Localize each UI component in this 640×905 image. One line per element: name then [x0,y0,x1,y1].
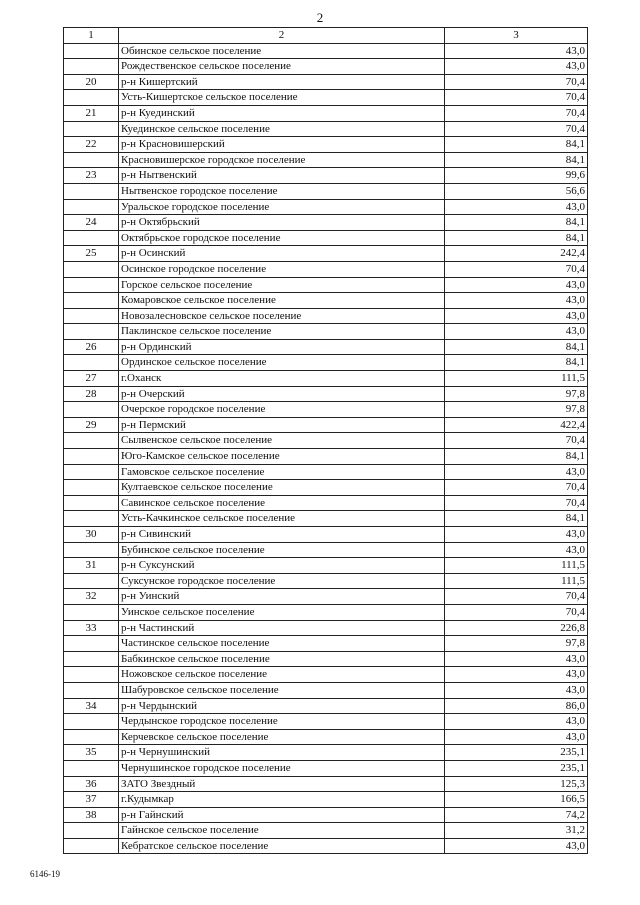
row-number: 34 [64,698,119,714]
row-name: р-н Сивинский [119,527,445,543]
table-row [64,121,588,137]
row-number [64,823,119,839]
row-number: 30 [64,527,119,543]
table-row [64,59,588,75]
row-number: 33 [64,620,119,636]
row-name: Частинское сельское поселение [119,636,445,652]
row-name: р-н Пермский [119,417,445,433]
table-row [64,760,588,776]
row-value: 43,0 [445,277,588,293]
table-row [64,386,588,402]
row-value: 422,4 [445,417,588,433]
table-row [64,74,588,90]
row-name: Обинское сельское поселение [119,43,445,59]
row-name: Чердынское городское поселение [119,714,445,730]
row-value: 235,1 [445,745,588,761]
row-name: ЗАТО Звездный [119,776,445,792]
row-name: Красновишерское городское поселение [119,152,445,168]
table-row [64,558,588,574]
row-name: Паклинское сельское поселение [119,324,445,340]
row-number [64,199,119,215]
row-number [64,43,119,59]
row-value: 43,0 [445,293,588,309]
row-value: 111,5 [445,558,588,574]
row-value: 43,0 [445,308,588,324]
table-row [64,807,588,823]
row-value: 43,0 [445,542,588,558]
row-name: р-н Уинский [119,589,445,605]
row-value: 43,0 [445,43,588,59]
table-row [64,43,588,59]
table-header-row [64,28,588,44]
row-number: 22 [64,137,119,153]
row-name: р-н Кишертский [119,74,445,90]
row-value: 70,4 [445,261,588,277]
row-value: 86,0 [445,698,588,714]
row-name: Ординское сельское поселение [119,355,445,371]
row-number: 20 [64,74,119,90]
row-name: Нытвенское городское поселение [119,183,445,199]
row-name: р-н Октябрьский [119,215,445,231]
row-value: 70,4 [445,433,588,449]
table-row [64,90,588,106]
table-row [64,246,588,262]
row-name: р-н Суксунский [119,558,445,574]
row-number: 38 [64,807,119,823]
row-value: 70,4 [445,604,588,620]
table-row [64,620,588,636]
row-name: Бабкинское сельское поселение [119,651,445,667]
table-row [64,417,588,433]
table-row [64,792,588,808]
row-number: 29 [64,417,119,433]
table-row [64,636,588,652]
row-number [64,449,119,465]
table-row [64,464,588,480]
row-name: р-н Гайнский [119,807,445,823]
table-row [64,355,588,371]
row-value: 242,4 [445,246,588,262]
row-value: 43,0 [445,199,588,215]
allocation-table [63,27,588,854]
row-number: 32 [64,589,119,605]
row-name: р-н Ординский [119,339,445,355]
row-value: 84,1 [445,215,588,231]
table-row [64,527,588,543]
table-row [64,745,588,761]
row-name: Суксунское городское поселение [119,573,445,589]
row-number [64,511,119,527]
table-row [64,511,588,527]
table-row [64,152,588,168]
table-row [64,651,588,667]
row-name: Савинское сельское поселение [119,495,445,511]
row-value: 70,4 [445,105,588,121]
table-row [64,371,588,387]
row-name: Уинское сельское поселение [119,604,445,620]
row-value: 125,3 [445,776,588,792]
row-number: 35 [64,745,119,761]
row-number: 27 [64,371,119,387]
row-number [64,838,119,854]
table-row [64,261,588,277]
table-row [64,449,588,465]
row-name: р-н Очерский [119,386,445,402]
row-value: 97,8 [445,386,588,402]
row-value: 97,8 [445,636,588,652]
row-value: 111,5 [445,573,588,589]
row-name: Усть-Качкинское сельское поселение [119,511,445,527]
table-row [64,199,588,215]
row-value: 43,0 [445,651,588,667]
page-number: 2 [316,10,324,25]
row-number [64,573,119,589]
column-header-number: 1 [64,28,119,44]
row-number [64,277,119,293]
row-value: 43,0 [445,682,588,698]
row-name: Ножовское сельское поселение [119,667,445,683]
table-row [64,667,588,683]
row-number [64,183,119,199]
row-value: 43,0 [445,464,588,480]
row-name: Чернушинское городское поселение [119,760,445,776]
row-name: Култаевское сельское поселение [119,480,445,496]
row-number [64,495,119,511]
row-number: 28 [64,386,119,402]
row-name: Керчевское сельское поселение [119,729,445,745]
row-value: 74,2 [445,807,588,823]
table-row [64,230,588,246]
row-name: Гамовское сельское поселение [119,464,445,480]
table-row [64,339,588,355]
row-value: 43,0 [445,324,588,340]
table-row [64,293,588,309]
table-row [64,183,588,199]
row-value: 166,5 [445,792,588,808]
row-value: 43,0 [445,838,588,854]
row-number [64,667,119,683]
row-value: 43,0 [445,59,588,75]
row-number [64,90,119,106]
row-number [64,604,119,620]
row-name: Очерское городское поселение [119,402,445,418]
row-value: 31,2 [445,823,588,839]
row-number: 26 [64,339,119,355]
row-name: р-н Частинский [119,620,445,636]
document-code: 6146-19 [30,869,60,879]
row-number [64,324,119,340]
row-value: 84,1 [445,449,588,465]
row-name: Сылвенское сельское поселение [119,433,445,449]
row-value: 43,0 [445,714,588,730]
row-value: 84,1 [445,511,588,527]
row-number [64,682,119,698]
row-number [64,121,119,137]
row-name: р-н Чернушинский [119,745,445,761]
row-name: Юго-Камское сельское поселение [119,449,445,465]
row-value: 56,6 [445,183,588,199]
row-value: 84,1 [445,339,588,355]
row-value: 70,4 [445,90,588,106]
table-row [64,604,588,620]
table-row [64,480,588,496]
row-number [64,480,119,496]
table-row [64,698,588,714]
row-number [64,433,119,449]
row-value: 84,1 [445,355,588,371]
row-number [64,308,119,324]
row-number [64,651,119,667]
row-number: 23 [64,168,119,184]
row-number: 36 [64,776,119,792]
row-number: 24 [64,215,119,231]
row-name: Новозалесновское сельское поселение [119,308,445,324]
row-name: г.Кудымкар [119,792,445,808]
table-row [64,589,588,605]
row-value: 99,6 [445,168,588,184]
row-name: Шабуровское сельское поселение [119,682,445,698]
row-number [64,729,119,745]
table-row [64,823,588,839]
row-value: 70,4 [445,589,588,605]
row-value: 70,4 [445,480,588,496]
row-number [64,261,119,277]
row-number [64,464,119,480]
row-number [64,230,119,246]
row-number: 25 [64,246,119,262]
table-row [64,215,588,231]
table-row [64,542,588,558]
row-name: р-н Нытвенский [119,168,445,184]
table-row [64,137,588,153]
row-value: 84,1 [445,152,588,168]
row-name: Осинское городское поселение [119,261,445,277]
column-header-value: 3 [445,28,588,44]
table-row [64,682,588,698]
row-name: Уральское городское поселение [119,199,445,215]
table-row [64,433,588,449]
table-row [64,776,588,792]
table-row [64,573,588,589]
row-number: 21 [64,105,119,121]
row-number [64,542,119,558]
row-number [64,293,119,309]
row-name: г.Оханск [119,371,445,387]
row-name: р-н Чердынский [119,698,445,714]
row-value: 43,0 [445,527,588,543]
row-name: Октябрьское городское поселение [119,230,445,246]
table-row [64,168,588,184]
row-number [64,714,119,730]
row-value: 43,0 [445,729,588,745]
row-number [64,152,119,168]
row-value: 70,4 [445,121,588,137]
row-value: 84,1 [445,137,588,153]
row-name: Кебратское сельское поселение [119,838,445,854]
row-name: Бубинское сельское поселение [119,542,445,558]
row-name: Рождественское сельское поселение [119,59,445,75]
row-number [64,760,119,776]
row-number: 31 [64,558,119,574]
table-row [64,105,588,121]
row-name: р-н Осинский [119,246,445,262]
table-row [64,495,588,511]
table-row [64,714,588,730]
table-row [64,308,588,324]
row-name: р-н Куединский [119,105,445,121]
row-value: 226,8 [445,620,588,636]
table-row [64,729,588,745]
table-row [64,277,588,293]
row-name: Усть-Кишертское сельское поселение [119,90,445,106]
row-value: 111,5 [445,371,588,387]
row-name: Куединское сельское поселение [119,121,445,137]
row-number: 37 [64,792,119,808]
row-value: 70,4 [445,495,588,511]
row-number [64,636,119,652]
table-row [64,838,588,854]
table-row [64,324,588,340]
row-value: 84,1 [445,230,588,246]
row-name: р-н Красновишерский [119,137,445,153]
row-name: Комаровское сельское поселение [119,293,445,309]
row-number [64,402,119,418]
table-row [64,402,588,418]
row-name: Гайнское сельское поселение [119,823,445,839]
row-value: 43,0 [445,667,588,683]
column-header-name: 2 [119,28,445,44]
row-number [64,59,119,75]
row-number [64,355,119,371]
row-value: 70,4 [445,74,588,90]
row-value: 97,8 [445,402,588,418]
row-value: 235,1 [445,760,588,776]
row-name: Горское сельское поселение [119,277,445,293]
